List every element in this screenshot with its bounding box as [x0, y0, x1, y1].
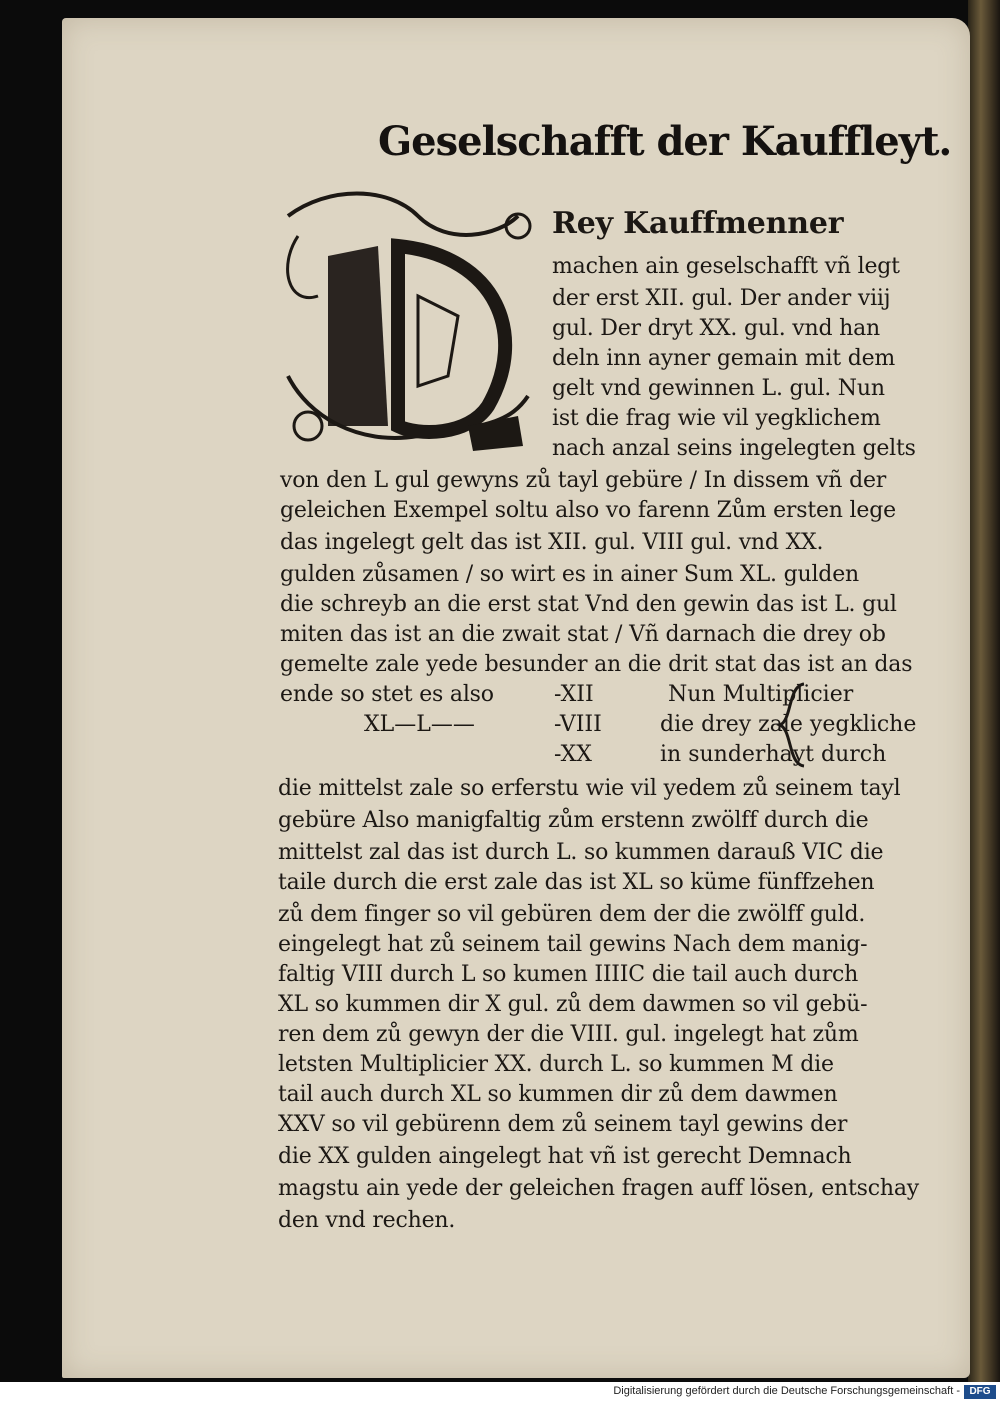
text-line: geleichen Exempel soltu also vo farenn Zům ersten lege [280, 498, 896, 523]
footer-credit: Digitalisierung gefördert durch die Deutsche Forschungsgemeinschaft - [613, 1385, 960, 1397]
decorated-initial-d-icon [268, 176, 548, 456]
text-line: gebüre Also manigfaltig zům erstenn zwölff durch die [278, 808, 869, 833]
text-line: in sunderhayt durch [660, 742, 887, 767]
text-line: die schreyb an die erst stat Vnd den gewin das ist L. gul [280, 592, 897, 617]
scheme-item: -XX [554, 742, 592, 767]
text-line: taile durch die erst zale das ist XL so küme fünffzehen [278, 870, 875, 895]
text-line: XXV so vil gebürenn dem zů seinem tayl gewins der [278, 1112, 848, 1137]
text-line: mittelst zal das ist durch L. so kummen darauß VIC die [278, 840, 884, 865]
text-line: nach anzal seins ingelegten gelts [552, 436, 916, 461]
scheme-item: -VIII [554, 712, 602, 737]
text-line: Rey Kauffmenner [552, 206, 844, 241]
text-line: tail auch durch XL so kummen dir zů dem dawmen [278, 1082, 838, 1107]
text-line: XL so kummen dir X gul. zů dem dawmen so vil gebü- [278, 992, 868, 1017]
book-edge [968, 0, 1000, 1382]
dfg-logo: DFG [964, 1385, 996, 1399]
text-line: letsten Multiplicier XX. durch L. so kummen M die [278, 1052, 834, 1077]
text-line: gemelte zale yede besunder an die drit stat das ist an das [280, 652, 913, 677]
text-line: ren dem zů gewyn der die VIII. gul. ingelegt hat zům [278, 1022, 859, 1047]
text-line: faltig VIII durch L so kumen IIIIC die tail auch durch [278, 962, 859, 987]
text-line: den vnd rechen. [278, 1208, 456, 1233]
text-line: die mittelst zale so erferstu wie vil yedem zů seinem tayl [278, 776, 901, 801]
text-line: gul. Der dryt XX. gul. vnd han [552, 316, 881, 341]
text-line: von den L gul gewyns zů tayl gebüre / In dissem vñ der [280, 468, 887, 493]
text-line: zů dem finger so vil gebüren dem der die zwölff guld. [278, 902, 866, 927]
calculation-scheme [268, 680, 918, 770]
text-line: magstu ain yede der geleichen fragen auff lösen, entschay [278, 1176, 919, 1201]
page-title: Geselschafft der Kauffleyt. [378, 118, 952, 165]
scheme-left: XL—L—— [364, 712, 475, 737]
text-line: gulden zůsamen / so wirt es in ainer Sum XL. gulden [280, 562, 859, 587]
text-line: ist die frag wie vil yegklichem [552, 406, 881, 431]
text-line: deln inn ayner gemain mit dem [552, 346, 896, 371]
text-line: gelt vnd gewinnen L. gul. Nun [552, 376, 885, 401]
text-line: eingelegt hat zů seinem tail gewins Nach dem manig- [278, 932, 868, 957]
text-line: Nun Multiplicier [668, 682, 854, 707]
text-line: miten das ist an die zwait stat / Vñ darnach die drey ob [280, 622, 886, 647]
footer-bar [0, 1382, 1000, 1402]
scheme-item: -XII [554, 682, 594, 707]
text-line: die drey zale yegkliche [660, 712, 917, 737]
text-line: der erst XII. gul. Der ander viij [552, 286, 891, 311]
text-line: die XX gulden aingelegt hat vñ ist gerecht Demnach [278, 1144, 852, 1169]
text-line: ende so stet es also [280, 682, 494, 707]
text-line: machen ain geselschafft vñ legt [552, 254, 900, 279]
text-line: das ingelegt gelt das ist XII. gul. VIII gul. vnd XX. [280, 530, 824, 555]
